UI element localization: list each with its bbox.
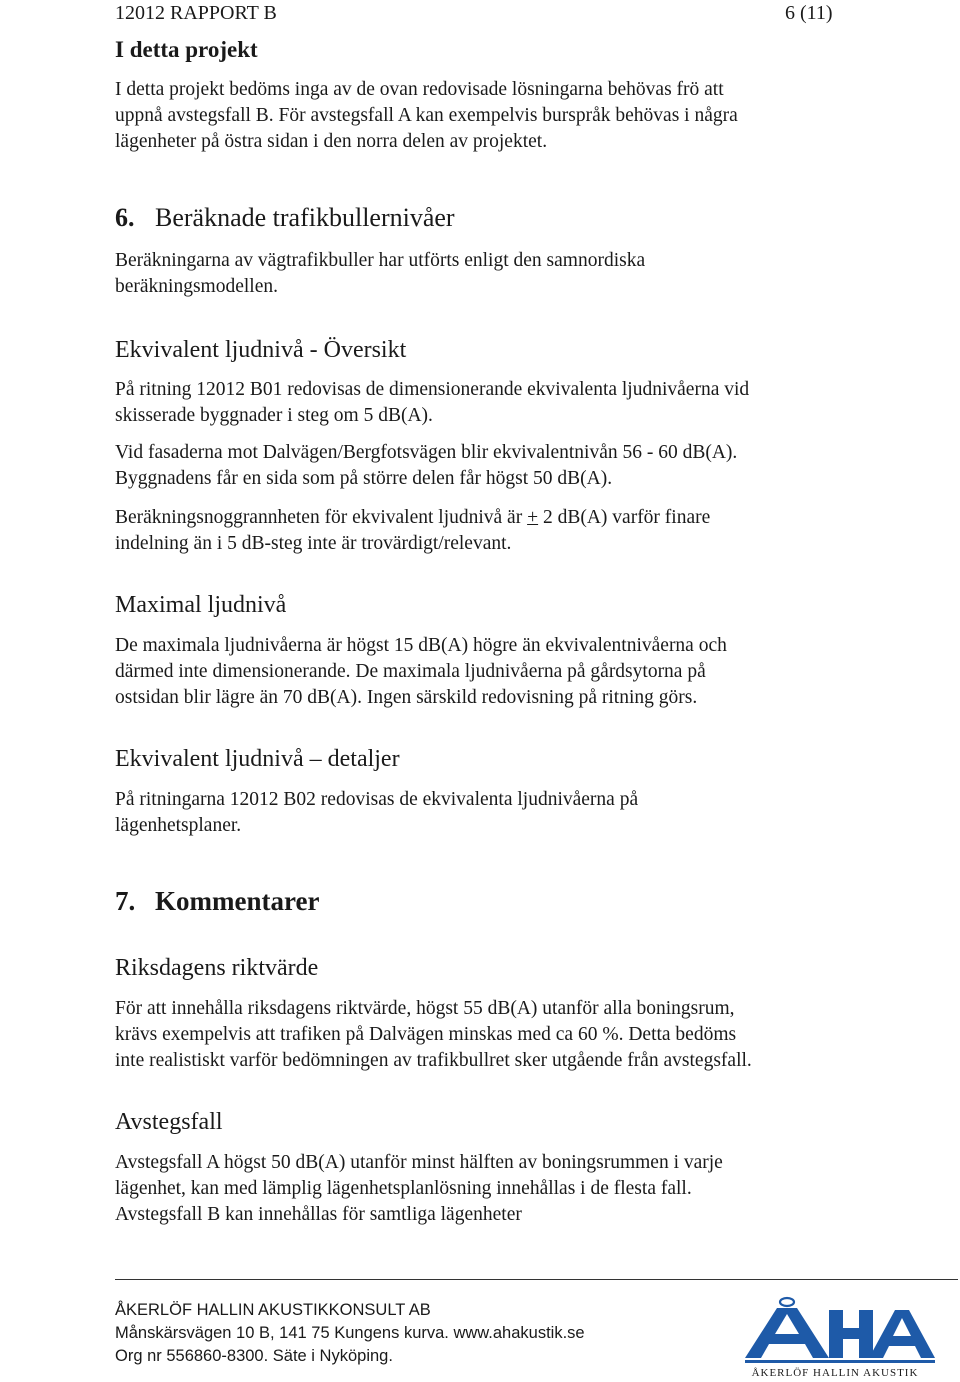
text-line: uppnå avstegsfall B. För avstegsfall A kan exempelvis burspråk behövas i några	[115, 105, 738, 126]
project-paragraph	[115, 77, 875, 155]
overview-paragraph-3	[115, 505, 875, 557]
text-line: Vid fasaderna mot Dalvägen/Bergfotsvägen blir ekvivalentnivån 56 - 60 dB(A).	[115, 442, 738, 463]
text-line: lägenheter på östra sidan i den norra delen av projektet.	[115, 131, 548, 152]
text-line: beräkningsmodellen.	[115, 276, 278, 297]
footer-org: Org nr 556860-8300. Säte i Nyköping.	[115, 1347, 393, 1365]
avsteg-paragraph	[115, 1150, 875, 1228]
text-line: På ritningarna 12012 B02 redovisas de ekvivalenta ljudnivåerna på	[115, 789, 639, 810]
section-number: 7.	[115, 886, 136, 916]
text-run: 2 dB(A) varför finare	[538, 507, 711, 528]
footer-address: Månskärsvägen 10 B, 141 75 Kungens kurva. www.ahakustik.se	[115, 1324, 585, 1342]
text-line: Avstegsfall A högst 50 dB(A) utanför minst hälften av boningsrummen i varje	[115, 1152, 723, 1173]
section-6-heading	[115, 202, 455, 234]
avsteg-heading: Avstegsfall	[115, 1109, 223, 1135]
page-number: 6 (11)	[785, 2, 833, 24]
section-title: Kommentarer	[155, 886, 320, 916]
text-line: lägenhetsplaner.	[115, 815, 242, 836]
riks-heading: Riksdagens riktvärde	[115, 955, 319, 981]
overview-heading: Ekvivalent ljudnivå - Översikt	[115, 337, 407, 363]
footer-divider	[115, 1279, 958, 1280]
max-heading: Maximal ljudnivå	[115, 592, 287, 618]
text-line: För att innehålla riksdagens riktvärde, högst 55 dB(A) utanför alla boningsrum,	[115, 998, 735, 1019]
text-line: därmed inte dimensionerande. De maximala ljudnivåerna på gårdsytorna på	[115, 661, 706, 682]
text-line: inte realistiskt varför bedömningen av trafikbullret sker utgående från avstegsfall.	[115, 1050, 752, 1071]
text-line: lägenhet, kan med lämplig lägenhetsplanlösning innehållas i de flesta fall.	[115, 1178, 692, 1199]
text-line: indelning än i 5 dB-steg inte är trovärdigt/relevant.	[115, 533, 512, 554]
text-line	[115, 505, 875, 531]
text-line: ostsidan blir lägre än 70 dB(A). Ingen särskild redovisning på ritning görs.	[115, 687, 698, 708]
overview-paragraph-1	[115, 377, 875, 429]
report-id: 12012 RAPPORT B	[115, 2, 277, 24]
plus-minus-sign: +	[527, 507, 539, 528]
section-6-paragraph	[115, 248, 875, 300]
project-heading: I detta projekt	[115, 37, 258, 62]
detail-heading: Ekvivalent ljudnivå – detaljer	[115, 746, 400, 772]
max-paragraph	[115, 633, 875, 711]
text-line: Beräkningarna av vägtrafikbuller har utförts enligt den samnordiska	[115, 250, 646, 271]
logo-caption: ÅKERLÖF HALLIN AKUSTIK	[751, 1367, 919, 1379]
overview-paragraph-2	[115, 440, 875, 492]
text-line: skisserade byggnader i steg om 5 dB(A).	[115, 405, 433, 426]
text-line: De maximala ljudnivåerna är högst 15 dB(A) högre än ekvivalentnivåerna och	[115, 635, 727, 656]
text-line: I detta projekt bedöms inga av de ovan redovisade lösningarna behövas frö att	[115, 79, 724, 100]
text-line: På ritning 12012 B01 redovisas de dimensionerande ekvivalenta ljudnivåerna vid	[115, 379, 750, 400]
section-7-heading	[115, 884, 319, 918]
text-line: Byggnadens får en sida som på större delen får högst 50 dB(A).	[115, 468, 613, 489]
riks-paragraph	[115, 996, 875, 1074]
section-number: 6.	[115, 203, 135, 232]
text-line: krävs exempelvis att trafiken på Dalvägen minskas med ca 60 %. Detta bedöms	[115, 1024, 737, 1045]
detail-paragraph	[115, 787, 875, 839]
section-title: Beräknade trafikbullernivåer	[155, 203, 455, 232]
text-line: Avstegsfall B kan innehållas för samtliga lägenheter	[115, 1204, 522, 1225]
footer-company: ÅKERLÖF HALLIN AKUSTIKKONSULT AB	[115, 1301, 431, 1319]
text-run: Beräkningsnoggrannheten för ekvivalent ljudnivå är	[115, 507, 528, 528]
